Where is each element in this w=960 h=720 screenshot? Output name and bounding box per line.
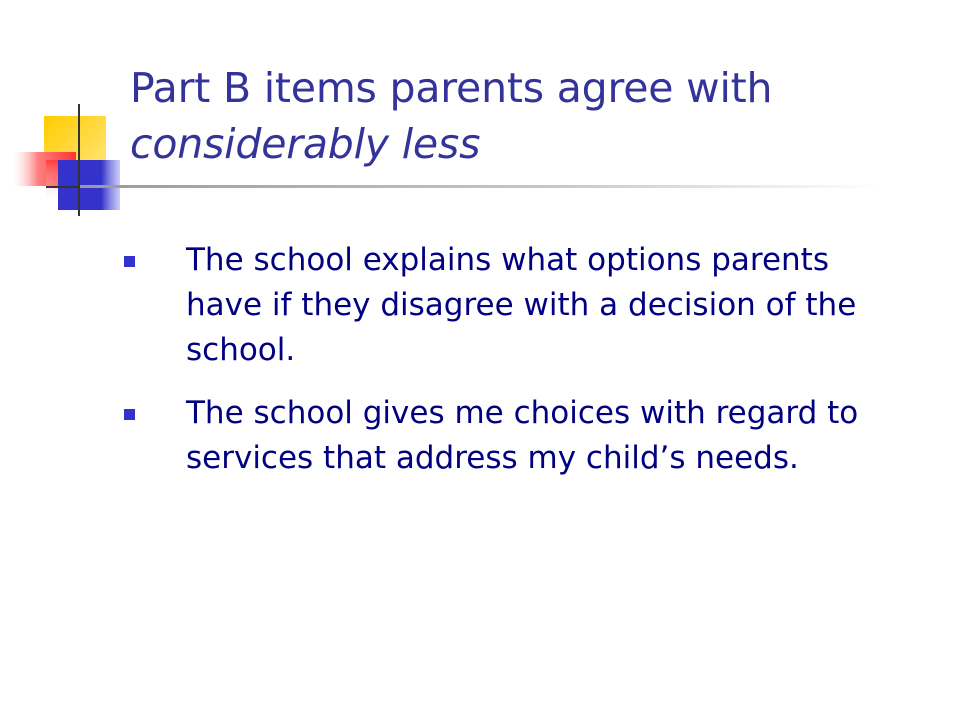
bullet-text: The school explains what options parents have if they disagree with a decision of the school. (186, 242, 857, 368)
square-bullet-icon (124, 409, 135, 420)
title-underline-rule (80, 185, 880, 188)
bullet-text: The school gives me choices with regard to services that address my child’s needs. (186, 395, 859, 476)
bullet-list (124, 238, 904, 499)
bullet-item (124, 391, 904, 481)
slide-title-line1: Part B items parents agree with (130, 64, 773, 112)
bullet-item (124, 238, 904, 373)
slide-title (130, 60, 930, 172)
square-bullet-icon (124, 256, 135, 267)
corner-decoration-graphic (0, 0, 140, 230)
slide-title-line2: considerably less (130, 120, 481, 168)
